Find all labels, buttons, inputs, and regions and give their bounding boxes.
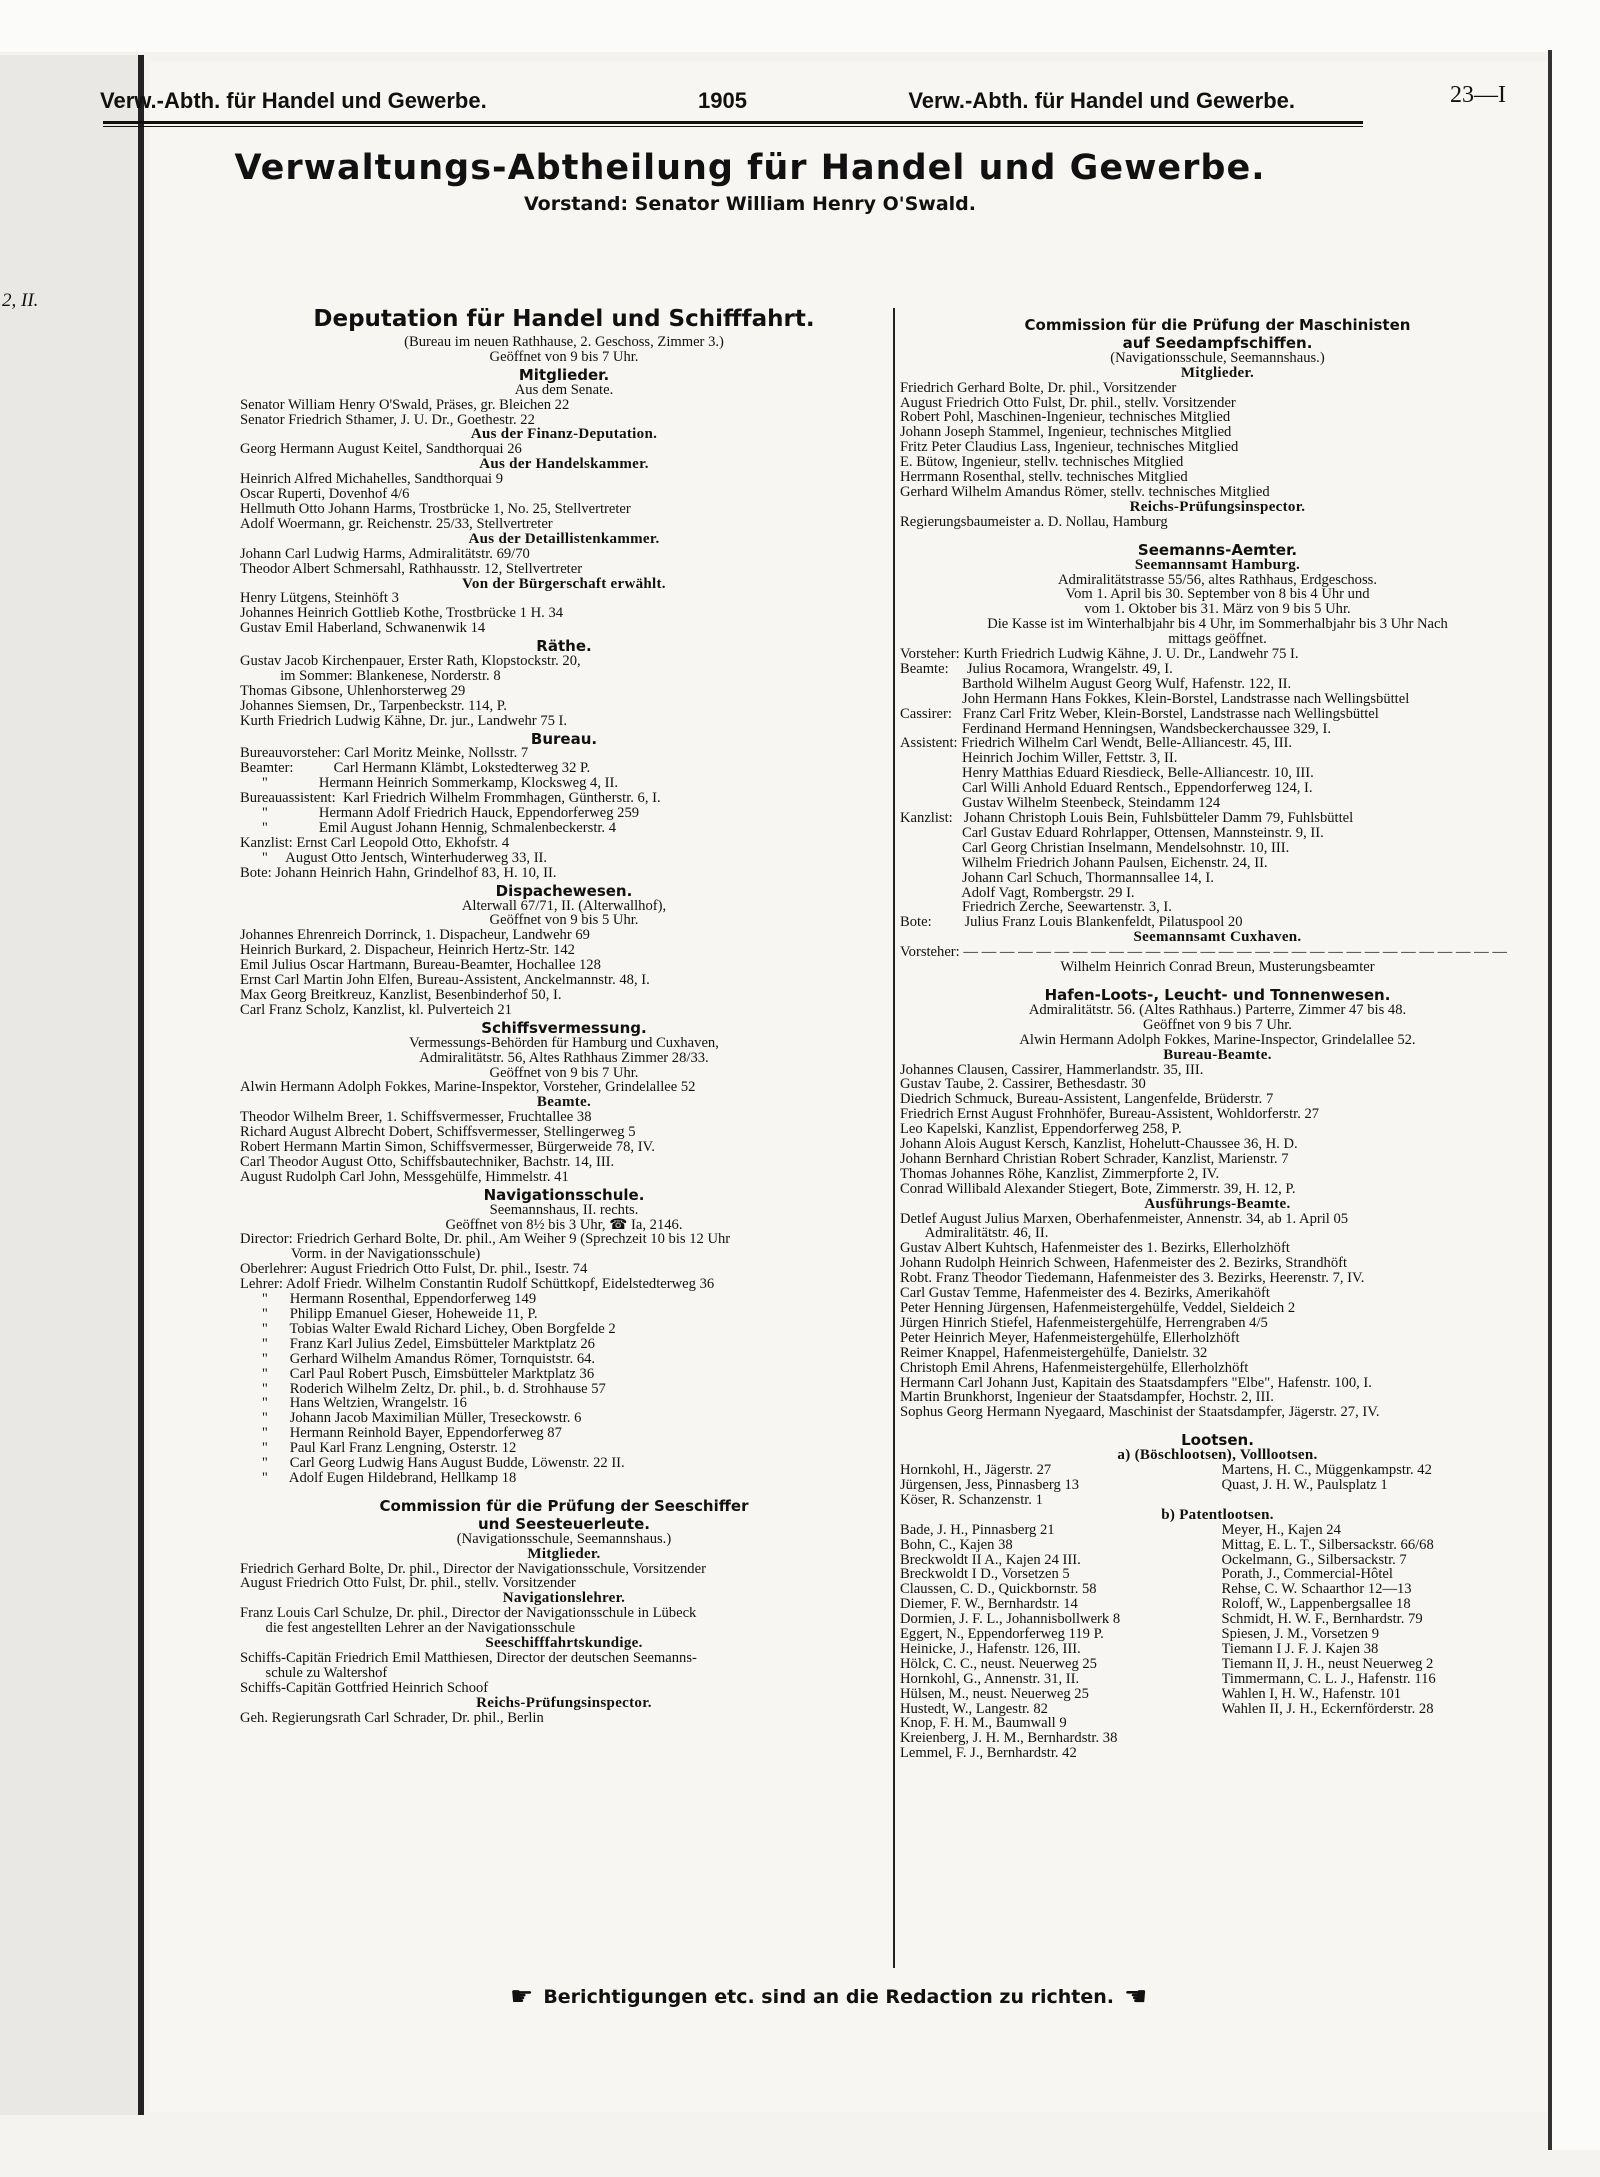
centered-line: (Navigationsschule, Seemannshaus.) — [1110, 350, 1325, 366]
entry-line: Herrmann Rosenthal, stellv. technisches Mitglied — [900, 470, 1188, 485]
entry-line: Schiffs-Capitän Friedrich Emil Matthiesen, Director der deutschen Seemanns- — [240, 1650, 697, 1666]
pilot-entry: Porath, J., Commercial-Hôtel — [1221, 1567, 1393, 1583]
entry-line: Conrad Willibald Alexander Stiegert, Bote, Zimmerstr. 39, H. 12, P. — [900, 1181, 1296, 1197]
spacer — [900, 530, 1535, 540]
entry-line: Franz Louis Carl Schulze, Dr. phil., Director der Navigationsschule in Lübeck — [240, 1606, 697, 1622]
entry-line: Gustav Emil Haberland, Schwanenwik 14 — [240, 621, 486, 637]
entry-line: Robert Hermann Martin Simon, Schiffsvermesser, Bürgerweide 78, IV. — [240, 1140, 655, 1155]
entry-line: Ferdinand Hermand Henningsen, Wandsbeckerchaussee 329, I. — [900, 721, 1331, 737]
centered-line: Geöffnet von 9 bis 5 Uhr. — [489, 913, 639, 929]
page-number: 23—I — [1450, 82, 1506, 108]
entry-line: Carl Franz Scholz, Kanzlist, kl. Pulverteich 21 — [240, 1002, 512, 1018]
entry-line: August Friedrich Otto Fulst, Dr. phil., stellv. Vorsitzender — [240, 1576, 576, 1592]
entry-line: die fest angestellten Lehrer an der Navigationsschule — [240, 1621, 576, 1637]
entry-line: Johann Alois August Kersch, Kanzlist, Hohelutt-Chaussee 36, H. D. — [900, 1137, 1298, 1152]
entry-line: John Hermann Hans Fokkes, Klein-Borstel, Landstrasse nach Wellingsbüttel — [900, 691, 1410, 707]
entry-line: " Hermann Rosenthal, Eppendorferweg 149 — [240, 1292, 537, 1307]
subsection-heading: Mitglieder. — [527, 1545, 601, 1562]
header-left: Verw.-Abth. für Handel und Gewerbe. — [100, 88, 487, 113]
pilot-entry: Wahlen II, J. H., Eckernförderstr. 28 — [1221, 1701, 1434, 1717]
centered-line: Seemannshaus, II. rechts. — [489, 1202, 639, 1218]
entry-line: Kanzlist: Ernst Carl Leopold Otto, Ekhofstr. 4 — [240, 835, 510, 851]
entry-line: Leo Kapelski, Kanzlist, Eppendorferweg 258, P. — [900, 1122, 1182, 1138]
section-title: Deputation für Handel und Schifffahrt. — [313, 306, 815, 332]
footer-text: Berichtigungen etc. sind an die Redaction zu richten. — [543, 1986, 1115, 2008]
entry-line: Wilhelm Friedrich Johann Paulsen, Eichenstr. 24, II. — [900, 855, 1268, 871]
pilot-entry: Tiemann I J. F. J. Kajen 38 — [1221, 1641, 1379, 1657]
pilot-entry: Mittag, E. L. T., Silbersackstr. 66/68 — [1221, 1537, 1434, 1553]
scan-top-margin — [0, 0, 1600, 52]
entry-line: Johannes Heinrich Gottlieb Kothe, Trostbrücke 1 H. 34 — [240, 606, 564, 622]
entry-line: Gustav Jacob Kirchenpauer, Erster Rath, Klopstockstr. 20, — [240, 654, 581, 669]
entry-line: Director: Friedrich Gerhard Bolte, Dr. phil., Am Weiher 9 (Sprechzeit 10 bis 12 Uhr — [240, 1232, 731, 1248]
pilot-entry: Hölck, C. C., neust. Neuerweg 25 — [900, 1656, 1097, 1672]
pilot-entry: Bade, J. H., Pinnasberg 21 — [900, 1522, 1055, 1538]
subsection-heading: Navigationslehrer. — [502, 1590, 626, 1607]
entry-line: Admiralitätstr. 46, II. — [900, 1226, 1049, 1242]
centered-line: Admiralitätstr. 56, Altes Rathhaus Zimmer 28/33. — [419, 1050, 709, 1066]
subsection-heading: Beamte. — [536, 1094, 592, 1111]
running-header — [100, 84, 1295, 114]
entry-line: Friedrich Zerche, Seewartenstr. 3, I. — [900, 900, 1172, 916]
section-heading: Mitglieder. — [518, 365, 610, 384]
centered-line: vom 1. Oktober bis 31. März von 9 bis 5 Uhr. — [1084, 602, 1351, 618]
entry-line: Gustav Albert Kuhtsch, Hafenmeister des 1. Bezirks, Ellerholzhöft — [900, 1241, 1290, 1257]
entry-line: " Tobias Walter Ewald Richard Lichey, Oben Borgfelde 2 — [240, 1321, 616, 1337]
pilot-entry: Spiesen, J. M., Vorsetzen 9 — [1221, 1627, 1380, 1642]
entry-line: Robert Pohl, Maschinen-Ingenieur, technisches Mitglied — [900, 410, 1231, 426]
entry-line: Christoph Emil Ahrens, Hafenmeistergehülfe, Ellerholzhöft — [900, 1360, 1249, 1376]
entry-line: " Roderich Wilhelm Zeltz, Dr. phil., b. d. Strohhause 57 — [240, 1381, 606, 1397]
entry-line: Georg Hermann August Keitel, Sandthorquai 26 — [240, 442, 522, 458]
subsection-heading: Von der Bürgerschaft erwählt. — [462, 575, 666, 592]
entry-line: Friedrich Gerhard Bolte, Dr. phil., Vorsitzender — [900, 380, 1177, 396]
section-heading: Commission für die Prüfung der Seeschiffer — [379, 1496, 749, 1515]
centered-line: (Bureau im neuen Rathhause, 2. Geschoss, Zimmer 3.) — [404, 335, 724, 350]
section-heading: Räthe. — [536, 637, 592, 656]
entry-line: Fritz Peter Claudius Lass, Ingenieur, technisches Mitglied — [900, 440, 1239, 456]
page-subtitle: Vorstand: Senator William Henry O'Swald. — [524, 193, 976, 215]
entry-line: " Hermann Heinrich Sommerkamp, Klocksweg 4, II. — [240, 776, 619, 792]
section-heading: Schiffsvermessung. — [481, 1018, 647, 1037]
entry-line: Barthold Wilhelm August Georg Wulf, Hafenstr. 122, II. — [900, 676, 1292, 692]
section-heading: Commission für die Prüfung der Maschinisten — [1024, 316, 1411, 334]
pointing-hand-icon: ☛ — [510, 1982, 534, 2012]
entry-line: Gerhard Wilhelm Amandus Römer, stellv. technisches Mitglied — [900, 484, 1270, 500]
centered-line: Wilhelm Heinrich Conrad Breun, Musterungsbeamter — [1060, 960, 1375, 975]
centered-line: Admiralitätstrasse 55/56, altes Rathhaus, Erdgeschoss. — [1058, 572, 1377, 588]
entry-line: " Gerhard Wilhelm Amandus Römer, Tornquiststr. 64. — [240, 1351, 596, 1367]
entry-line: Bureauassistent: Karl Friedrich Wilhelm Frommhagen, Güntherstr. 6, I. — [240, 791, 661, 807]
entry-line: Cassirer: Franz Carl Fritz Weber, Klein-Borstel, Landstrasse nach Wellingsbüttel — [900, 706, 1379, 722]
subsection-heading: Seeschifffahrtskundige. — [485, 1635, 643, 1652]
centered-line: Admiralitätstr. 56. (Altes Rathhaus.) Parterre, Zimmer 47 bis 48. — [1028, 1002, 1407, 1018]
entry-line: Johann Carl Schuch, Thormannsallee 14, I. — [900, 870, 1214, 886]
subsection-heading: Seemannsamt Hamburg. — [1134, 556, 1301, 573]
page-title: Verwaltungs-Abtheilung für Handel und Gewerbe. — [234, 148, 1266, 188]
subsection-heading: Bureau-Beamte. — [1163, 1046, 1272, 1063]
entry-line: " Adolf Eugen Hildebrand, Hellkamp 18 — [240, 1470, 517, 1486]
entry-line: Oberlehrer: August Friedrich Otto Fulst, Dr. phil., Isestr. 74 — [240, 1262, 588, 1278]
entry-line: " Hermann Reinhold Bayer, Eppendorferweg 87 — [240, 1426, 562, 1442]
pilot-entry: Kreienberg, J. H. M., Bernhardstr. 38 — [900, 1731, 1118, 1747]
entry-line: Adolf Woermann, gr. Reichenstr. 25/33, Stellvertreter — [240, 516, 553, 532]
entry-line: " Carl Paul Robert Pusch, Eimsbütteler Marktplatz 36 — [240, 1366, 595, 1382]
entry-line: schule zu Waltershof — [240, 1665, 388, 1681]
centered-line: Alterwall 67/71, II. (Alterwallhof), — [461, 898, 667, 914]
entry-line: Adolf Vagt, Rombergstr. 29 I. — [900, 885, 1135, 901]
entry-line: " Hermann Adolf Friedrich Hauck, Eppendorferweg 259 — [240, 806, 640, 821]
pilot-entry: Hustedt, W., Langestr. 82 — [900, 1701, 1048, 1717]
entry-line: Hermann Carl Johann Just, Kapitain des Staatsdampfers "Elbe", Hafenstr. 100, I. — [900, 1375, 1372, 1391]
centered-line: mittags geöffnet. — [1168, 632, 1267, 648]
entry-line: " Hans Weltzien, Wrangelstr. 16 — [240, 1396, 467, 1412]
pilot-entry: Heinicke, J., Hafenstr. 126, III. — [900, 1641, 1081, 1657]
entry-line: August Rudolph Carl John, Messgehülfe, Himmelstr. 41 — [240, 1169, 569, 1185]
left-column — [240, 305, 888, 1725]
entry-line: " Philipp Emanuel Gieser, Hoheweide 11, P. — [240, 1307, 538, 1322]
pilot-entry: Köser, R. Schanzenstr. 1 — [900, 1492, 1043, 1508]
entry-line: Friedrich Gerhard Bolte, Dr. phil., Director der Navigationsschule, Vorsitzender — [240, 1561, 706, 1577]
subsection-heading: Reichs-Prüfungsinspector. — [1129, 498, 1306, 515]
subsection-heading: Reichs-Prüfungsinspector. — [476, 1694, 652, 1711]
pilot-entry: Dormien, J. F. L., Johannisbollwerk 8 — [900, 1612, 1121, 1628]
entry-line: " Emil August Johann Hennig, Schmalenbeckerstr. 4 — [240, 821, 617, 836]
section-heading: Seemanns-Aemter. — [1137, 540, 1298, 559]
entry-line: Friedrich Ernst August Frohnhöfer, Bureau-Assistent, Wohldorferstr. 27 — [900, 1107, 1320, 1123]
entry-line: Johann Rudolph Heinrich Schween, Hafenmeister des 2. Bezirks, Strandhöft — [900, 1256, 1348, 1272]
pilot-entry: Bohn, C., Kajen 38 — [900, 1537, 1013, 1553]
entry-line: E. Bütow, Ingenieur, stellv. technisches Mitglied — [900, 455, 1184, 471]
centered-line: Alwin Hermann Adolph Fokkes, Marine-Inspector, Grindelallee 52. — [1019, 1032, 1416, 1048]
pilot-entry: Jürgensen, Jess, Pinnasberg 13 — [900, 1477, 1080, 1493]
entry-line: Carl Willi Anhold Eduard Rentsch., Eppendorferweg 124, I. — [900, 781, 1313, 797]
pilot-entry: Schmidt, H. W. F., Bernhardstr. 79 — [1221, 1612, 1423, 1628]
entry-line: " Johann Jacob Maximilian Müller, Treseckowstr. 6 — [240, 1411, 582, 1427]
entry-line: Thomas Johannes Röhe, Kanzlist, Zimmerpforte 2, IV. — [900, 1166, 1220, 1182]
entry-line: Heinrich Jochim Willer, Fettstr. 3, II. — [900, 751, 1178, 767]
entry-line: Hellmuth Otto Johann Harms, Trostbrücke 1, No. 25, Stellvertreter — [240, 501, 631, 517]
centered-line: Geöffnet von 9 bis 7 Uhr. — [489, 1065, 639, 1081]
entry-line: Emil Julius Oscar Hartmann, Bureau-Beamter, Hochallee 128 — [240, 958, 601, 974]
pilot-entry: Hornkohl, G., Annenstr. 31, II. — [900, 1671, 1080, 1687]
subsection-heading: Aus der Detaillistenkammer. — [468, 530, 660, 547]
entry-line: Vorm. in der Navigationsschule) — [240, 1247, 481, 1263]
entry-line: Carl Gustav Eduard Rohrlapper, Ottensen, Mannsteinstr. 9, II. — [900, 825, 1324, 841]
entry-line: Johann Carl Ludwig Harms, Admiralitätstr. 69/70 — [240, 546, 530, 562]
subsection-heading: Aus der Handelskammer. — [479, 456, 649, 473]
entry-line: Beamter: Carl Hermann Klämbt, Lokstedterweg 32 P. — [240, 761, 591, 777]
centered-line: Geöffnet von 9 bis 7 Uhr. — [489, 349, 639, 365]
subsection-heading: Ausführungs-Beamte. — [1144, 1195, 1291, 1212]
entry-line: Theodor Wilhelm Breer, 1. Schiffsvermesser, Fruchtallee 38 — [240, 1110, 592, 1126]
entry-line: Max Georg Breitkreuz, Kanzlist, Besenbinderhof 50, I. — [240, 987, 562, 1003]
entry-line: Bote: Johann Heinrich Hahn, Grindelhof 83, H. 10, II. — [240, 865, 557, 881]
entry-line: " Paul Karl Franz Lengning, Osterstr. 12 — [240, 1441, 517, 1457]
header-rule-thin — [103, 126, 1363, 127]
pilot-entry: Timmermann, C. L. J., Hafenstr. 116 — [1221, 1671, 1436, 1687]
previous-page-edge — [0, 55, 144, 2115]
footer-notice — [510, 1982, 1210, 2012]
entry-line: Ernst Carl Martin John Elfen, Bureau-Assistent, Anckelmannstr. 48, I. — [240, 973, 650, 988]
pilot-entry: Eggert, N., Eppendorferweg 119 P. — [900, 1627, 1104, 1642]
section-heading: Dispachewesen. — [495, 881, 633, 900]
lootsen-b-table — [900, 1523, 1535, 1762]
entry-line: Regierungsbaumeister a. D. Nollau, Hamburg — [900, 514, 1168, 530]
entry-line: " August Otto Jentsch, Winterhuderweg 33, II. — [240, 850, 548, 866]
entry-line: Johannes Siemsen, Dr., Tarpenbeckstr. 114, P. — [240, 698, 507, 714]
entry-line: Alwin Hermann Adolph Fokkes, Marine-Inspektor, Vorsteher, Grindelallee 52 — [240, 1080, 696, 1096]
header-rule — [103, 121, 1363, 124]
scan-right-margin — [1548, 50, 1600, 2150]
pilot-entry: Breckwoldt I D., Vorsetzen 5 — [900, 1567, 1070, 1583]
entry-line: " Franz Karl Julius Zedel, Eimsbütteler Marktplatz 26 — [240, 1336, 595, 1352]
centered-line: Aus dem Senate. — [514, 382, 614, 398]
lootsen-a-table — [900, 1463, 1535, 1508]
entry-line: Kurth Friedrich Ludwig Kähne, Dr. jur., Landwehr 75 I. — [240, 713, 568, 729]
section-heading: auf Seedampfschiffen. — [1122, 333, 1313, 352]
right-column — [900, 315, 1535, 1761]
entry-line: Detlef August Julius Marxen, Oberhafenmeister, Annenstr. 34, ab 1. April 05 — [900, 1211, 1349, 1227]
entry-line: Henry Matthias Eduard Riesdieck, Belle-Alliancestr. 10, III. — [900, 766, 1314, 782]
entry-line: im Sommer: Blankenese, Norderstr. 8 — [240, 668, 501, 684]
spacer — [900, 1420, 1535, 1430]
entry-line: Peter Heinrich Meyer, Hafenmeistergehülfe, Ellerholzhöft — [900, 1330, 1240, 1346]
entry-line: Peter Henning Jürgensen, Hafenmeistergehülfe, Veddel, Sieldeich 2 — [900, 1301, 1296, 1316]
pilot-entry: Rehse, C. W. Schaarthor 12—13 — [1221, 1582, 1412, 1598]
entry-line: Johannes Clausen, Cassirer, Hammerlandstr. 35, III. — [900, 1062, 1204, 1078]
section-heading: und Seesteuerleute. — [477, 1514, 651, 1533]
entry-line: Johannes Ehrenreich Dorrinck, 1. Dispacheur, Landwehr 69 — [240, 928, 590, 944]
pilot-entry: Knop, F. H. M., Baumwall 9 — [900, 1716, 1067, 1732]
section-heading: Lootsen. — [1181, 1431, 1254, 1450]
subsection-heading: a) (Böschlootsen), Volllootsen. — [1117, 1447, 1318, 1464]
entry-line: Reimer Knappel, Hafenmeistergehülfe, Danielstr. 32 — [900, 1345, 1208, 1361]
entry-line: Johann Joseph Stammel, Ingenieur, technisches Mitglied — [900, 425, 1232, 441]
entry-line: Geh. Regierungsrath Carl Schrader, Dr. phil., Berlin — [240, 1710, 544, 1726]
subsection-heading: Seemannsamt Cuxhaven. — [1133, 929, 1302, 946]
pilot-entry: Tiemann II, J. H., neust Neuerweg 2 — [1221, 1656, 1434, 1672]
entry-line: Schiffs-Capitän Gottfried Heinrich Schoof — [240, 1680, 489, 1696]
pilot-entry: Ockelmann, G., Silbersackstr. 7 — [1221, 1552, 1407, 1568]
centered-line: (Navigationsschule, Seemannshaus.) — [456, 1531, 672, 1547]
pointing-hand-icon: ☚ — [1124, 1982, 1148, 2012]
pilot-entry: Lemmel, F. J., Bernhardstr. 42 — [900, 1746, 1077, 1762]
entry-line: Thomas Gibsone, Uhlenhorsterweg 29 — [240, 683, 466, 699]
entry-line: Vorsteher: Kurth Friedrich Ludwig Kähne, J. U. Dr., Landwehr 75 I. — [900, 647, 1299, 662]
pilot-entry: Martens, H. C., Müggenkampstr. 42 — [1221, 1463, 1432, 1478]
entry-line: Bote: Julius Franz Louis Blankenfeldt, Pilatuspool 20 — [900, 915, 1243, 931]
section-heading: Bureau. — [530, 729, 598, 748]
entry-line: Theodor Albert Schmersahl, Rathhausstr. 12, Stellvertreter — [240, 561, 583, 577]
entry-line: Robt. Franz Theodor Tiedemann, Hafenmeister des 3. Bezirks, Heerenstr. 7, IV. — [900, 1271, 1365, 1287]
entry-line: Martin Brunkhorst, Ingenieur der Staatsdampfer, Hochstr. 2, III. — [900, 1390, 1274, 1406]
section-heading: Hafen-Loots-, Leucht- und Tonnenwesen. — [1044, 985, 1391, 1004]
entry-line: Heinrich Burkard, 2. Dispacheur, Heinrich Hertz-Str. 142 — [240, 943, 575, 959]
header-right: Verw.-Abth. für Handel und Gewerbe. — [908, 88, 1295, 113]
entry-line: Diedrich Schmuck, Bureau-Assistent, Langenfelde, Brüderstr. 7 — [900, 1092, 1274, 1108]
entry-line: Beamte: Julius Rocamora, Wrangelstr. 49, I. — [900, 661, 1173, 677]
entry-line: Assistent: Friedrich Wilhelm Carl Wendt, Belle-Alliancestr. 45, III. — [900, 736, 1293, 752]
previous-page-fragment: 2, II. — [2, 290, 39, 311]
entry-line: Oscar Ruperti, Dovenhof 4/6 — [240, 487, 410, 502]
pilot-entry: Wahlen I, H. W., Hafenstr. 101 — [1221, 1686, 1402, 1702]
subsection-heading: Mitglieder. — [1180, 364, 1255, 381]
spacer — [900, 975, 1535, 985]
section-heading: Navigationsschule. — [483, 1185, 645, 1204]
centered-line: Vermessungs-Behörden für Hamburg und Cuxhaven, — [409, 1035, 719, 1051]
entry-line: Vorsteher: — — — — — — — — — — — — — — — — — — — — — — — — — — — — — — — [900, 945, 1507, 961]
column-divider — [893, 308, 895, 1968]
spacer — [240, 1486, 888, 1496]
pilot-entry: Hornkohl, H., Jägerstr. 27 — [900, 1463, 1052, 1478]
entry-line: Senator William Henry O'Swald, Präses, gr. Bleichen 22 — [240, 397, 570, 413]
entry-line: " Carl Georg Ludwig Hans August Budde, Löwenstr. 22 II. — [240, 1456, 625, 1471]
pilot-entry: Claussen, C. D., Quickbornstr. 58 — [900, 1582, 1097, 1598]
entry-line: Kanzlist: Johann Christoph Louis Bein, Fuhlsbütteler Damm 79, Fuhlsbüttel — [900, 811, 1354, 826]
centered-line: Geöffnet von 9 bis 7 Uhr. — [1143, 1017, 1292, 1033]
entry-line: Henry Lütgens, Steinhöft 3 — [240, 591, 399, 607]
centered-line: Geöffnet von 8½ bis 3 Uhr, ☎ Ia, 2146. — [445, 1217, 683, 1233]
pilot-entry: Diemer, F. W., Bernhardstr. 14 — [900, 1597, 1078, 1613]
pilot-entry: Hülsen, M., neust. Neuerweg 25 — [900, 1686, 1089, 1702]
entry-line: Jürgen Hinrich Stiefel, Hafenmeistergehülfe, Herrengraben 4/5 — [900, 1315, 1268, 1331]
entry-line: Carl Theodor August Otto, Schiffsbautechniker, Bachstr. 14, III. — [240, 1154, 615, 1170]
pilot-entry: Roloff, W., Lappenbergsallee 18 — [1221, 1597, 1411, 1613]
entry-line: Johann Bernhard Christian Robert Schrader, Kanzlist, Marienstr. 7 — [900, 1151, 1289, 1167]
header-year: 1905 — [698, 88, 747, 113]
centered-line: Vom 1. April bis 30. September von 8 bis 4 Uhr und — [1065, 587, 1370, 603]
entry-line: Sophus Georg Hermann Nyegaard, Maschinist der Staatsdampfer, Jägerstr. 27, IV. — [900, 1405, 1380, 1421]
entry-line: Lehrer: Adolf Friedr. Wilhelm Constantin Rudolf Schüttkopf, Eidelstedterweg 36 — [240, 1277, 715, 1293]
entry-line: Bureauvorsteher: Carl Moritz Meinke, Nollsstr. 7 — [240, 746, 529, 762]
entry-line: Carl Georg Christian Inselmann, Mendelsohnstr. 10, III. — [900, 840, 1290, 856]
entry-line: August Friedrich Otto Fulst, Dr. phil., stellv. Vorsitzender — [900, 395, 1236, 411]
entry-line: Carl Gustav Temme, Hafenmeister des 4. Bezirks, Amerikahöft — [900, 1286, 1270, 1301]
entry-line: Gustav Wilhelm Steenbeck, Steindamm 124 — [900, 796, 1221, 811]
pilot-entry: Quast, J. H. W., Paulsplatz 1 — [1221, 1477, 1388, 1493]
entry-line: Richard August Albrecht Dobert, Schiffsvermesser, Stellingerweg 5 — [240, 1125, 636, 1141]
entry-line: Heinrich Alfred Michahelles, Sandthorquai 9 — [240, 472, 504, 488]
entry-line: Senator Friedrich Sthamer, J. U. Dr., Goethestr. 22 — [240, 412, 535, 428]
entry-line: Gustav Taube, 2. Cassirer, Bethesdastr. 30 — [900, 1077, 1146, 1093]
pilot-entry: Meyer, H., Kajen 24 — [1221, 1522, 1341, 1538]
pilot-entry: Breckwoldt II A., Kajen 24 III. — [900, 1552, 1081, 1568]
lootsen-b-heading: b) Patentlootsen. — [1161, 1506, 1274, 1523]
centered-line: Die Kasse ist im Winterhalbjahr bis 4 Uhr, im Sommerhalbjahr bis 3 Uhr Nach — [987, 617, 1448, 633]
subsection-heading: Aus der Finanz-Deputation. — [470, 426, 658, 443]
